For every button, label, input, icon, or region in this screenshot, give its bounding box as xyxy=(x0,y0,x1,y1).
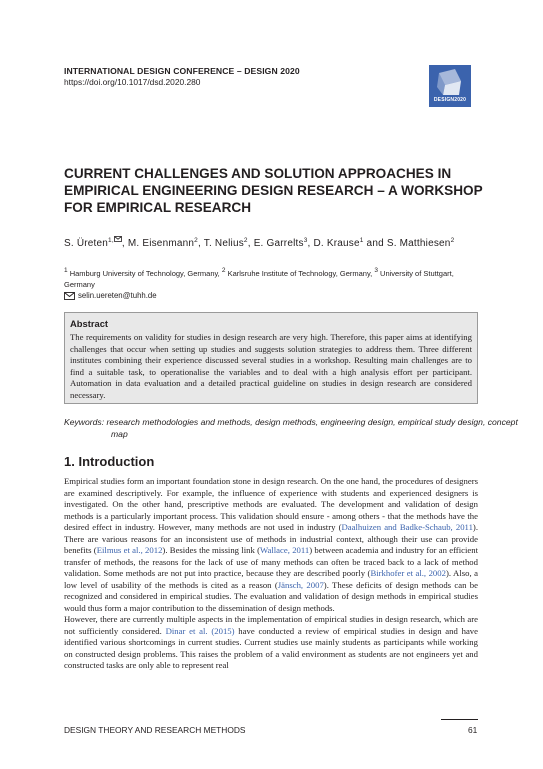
author-name: , E. Garrelts xyxy=(247,238,304,249)
keywords-text: research methodologies and methods, design methods, engineering design, empirical study design, concept map xyxy=(104,417,518,439)
citation-link[interactable]: Daalhuizen and Badke-Schaub, 2011 xyxy=(341,522,473,532)
body-span: ). Also, a low level of usability of the methods is cited as a reason ( xyxy=(64,568,478,590)
conference-logo xyxy=(429,65,471,107)
keywords-label: Keywords: xyxy=(64,417,105,427)
body-span: Empirical studies form an important foundation stone in design research. On the one hand, the procedures of designers are examined descriptively. For example, the influence of experience with students and experienced designers is investigated. On the other hand, prescriptive methods are evaluated. The development and validation of design methods is a particularly important process. This validation should ensure - among others - that the methods have the desired effect in industry. However, many methods are not used in industry ( xyxy=(64,476,478,532)
conference-name: INTERNATIONAL DESIGN CONFERENCE – DESIGN 2020 xyxy=(64,66,300,76)
author-name: and S. Matthiesen xyxy=(363,238,451,249)
author-affiliation-mark: 2 xyxy=(450,237,455,244)
logo-text: DESIGN2020 xyxy=(433,97,467,103)
citation-link[interactable]: Wallace, 2011 xyxy=(259,545,310,555)
citation-link[interactable]: Dinar et al. (2015) xyxy=(165,625,235,636)
citation-link[interactable]: Birkhofer et al., 2002 xyxy=(370,568,446,578)
author-affiliation-mark: 2 xyxy=(194,237,198,244)
author-name: , M. Eisenmann xyxy=(121,238,195,249)
author-name: , D. Krause xyxy=(307,238,360,249)
footer-section-title: DESIGN THEORY AND RESEARCH METHODS xyxy=(64,725,246,735)
abstract-box xyxy=(64,312,478,404)
affiliation-text: University of Stuttgart, Germany xyxy=(64,269,454,289)
section-heading: 1. Introduction xyxy=(64,454,155,469)
affiliation-mark: 1 xyxy=(64,267,68,274)
author-name: , T. Nelius xyxy=(197,238,244,249)
body-span: ). There are various reasons for an inconsistent use of methods in industrial context, although their use can provide benefits ( xyxy=(64,522,478,555)
email-row xyxy=(64,291,157,300)
author-affiliation-mark: 3 xyxy=(303,237,308,244)
affiliation-text: Hamburg University of Technology, Germany, xyxy=(67,269,222,278)
body-span: have conducted a review of empirical studies in design and have identified various shortcomings in current studies. Current studies use mainly students as participants while working on constructed design problems. This raises the problem of a valid environment as students are not engineers yet and constructed tasks are only able to represent real xyxy=(64,625,479,670)
abstract-text: The requirements on validity for studies in design research are very high. Therefore, this paper aims at identifying challenges that occur when setting up studies and suggests solution strategies to address them. Three different institutes combining their experience discussed several studies in a workshop. Resulting main challenges are to find a suitable task, to operationalise the variables and to deal with a high analysis effort per participant. Automation in data evaluation and a detailed practical guideline on studies in design research are considered necessary. xyxy=(70,332,472,400)
body-text xyxy=(64,476,478,672)
author-affiliation-mark: 2 xyxy=(243,237,248,244)
abstract-heading: Abstract xyxy=(70,318,109,329)
envelope-icon xyxy=(114,236,122,242)
body-span: ) between academia and industry for an efficient transfer of methods, the reasons for the lack of use of many methods can often be traced back to a lack of method validation. Some methods are not put into practice, because they are described poorly ( xyxy=(64,545,478,578)
affiliation-text: Karlsruhe Institute of Technology, Germany, xyxy=(225,269,375,278)
page-number: 61 xyxy=(468,725,478,735)
citation-link[interactable]: Eilmus et al., 2012 xyxy=(96,545,163,555)
footer-rule xyxy=(441,719,478,720)
author-name: S. Üreten xyxy=(64,238,109,249)
body-span: ). These deficits of design methods can be recognized and considered in empirical studies. The evaluation and validation of design methods in empirical studies would thus form a major contribution to the dissemination of design methods. xyxy=(64,579,478,613)
body-span: However, there are currently multiple aspects in the implementation of empirical studies in design research, which are not sufficiently considered. xyxy=(64,614,478,636)
affiliation-mark: 2 xyxy=(221,267,226,274)
body-span: ). Besides the missing link ( xyxy=(162,545,260,555)
doi-link[interactable]: https://doi.org/10.1017/dsd.2020.280 xyxy=(64,77,201,87)
author-affiliation-mark: 1 xyxy=(359,237,364,244)
author-list xyxy=(64,236,484,251)
author-affiliation-mark: 1, xyxy=(108,237,114,244)
citation-link[interactable]: Jänsch, 2007 xyxy=(277,579,324,590)
paper-title: CURRENT CHALLENGES AND SOLUTION APPROACHES IN EMPIRICAL ENGINEERING DESIGN RESEARCH – A WORKSHOP FOR EMPIRICAL RESEARCH xyxy=(64,166,483,215)
paragraph xyxy=(64,614,478,672)
email-icon xyxy=(64,292,75,300)
keywords xyxy=(64,417,525,440)
affiliations xyxy=(64,268,484,290)
paragraph xyxy=(64,476,478,614)
email-address[interactable]: selin.uereten@tuhh.de xyxy=(78,291,157,300)
affiliation-mark: 3 xyxy=(374,267,378,274)
